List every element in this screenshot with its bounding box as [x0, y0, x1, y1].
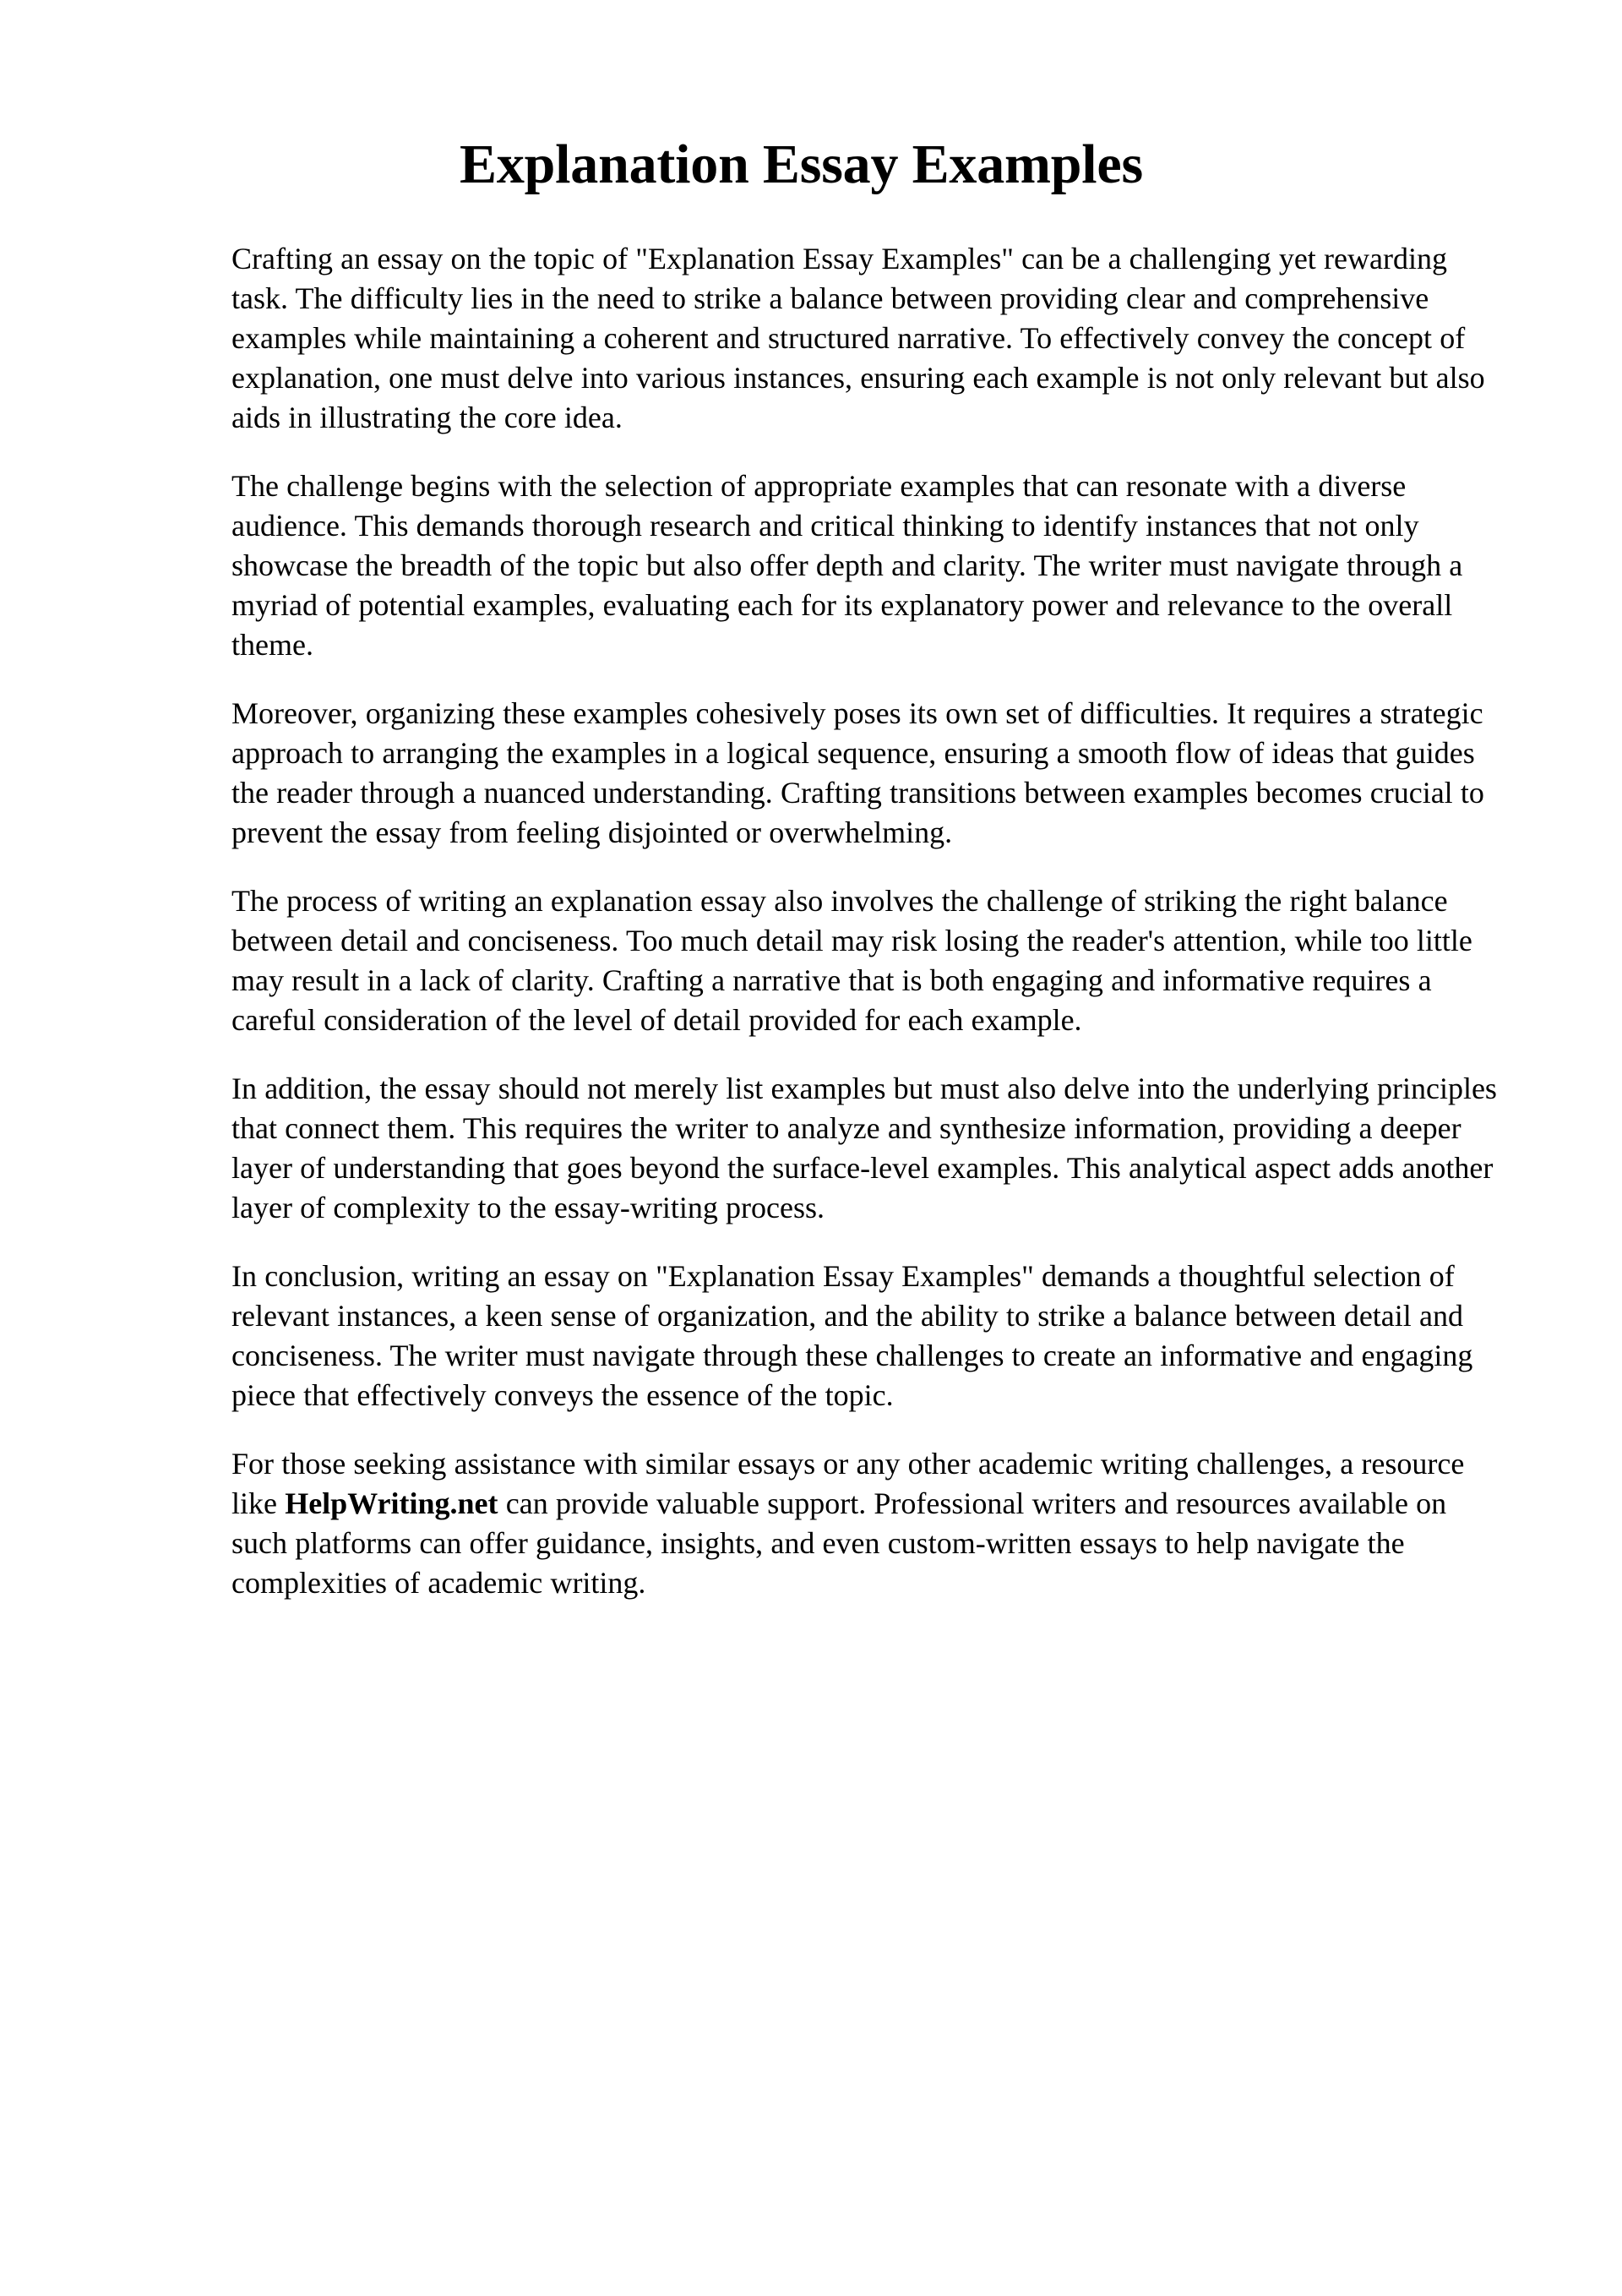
promo-lead-text: For those seeking assistance with similar essays or any other academic writing challenges, a resource like: [231, 1447, 1465, 1521]
paragraph-detail-balance: The process of writing an explanation essay also involves the challenge of striking the right balance between detail and conciseness. Too much detail may risk losing the reader's attention, while too little may result in a lack of clarity. Crafting a narrative that is both engaging and informative requires a careful consideration of the level of detail provided for each example.: [231, 884, 1472, 1038]
paragraph-promo: [231, 1444, 1499, 1603]
paragraph-conclusion: In conclusion, writing an essay on "Explanation Essay Examples" demands a thoughtful selection of relevant instances, a keen sense of organization, and the ability to strike a balance between detail and conciseness. The writer must navigate through these challenges to create an informative and engaging piece that effectively conveys the essence of the topic.: [231, 1259, 1473, 1413]
document-content: [231, 135, 1499, 1603]
page-title: Explanation Essay Examples: [460, 134, 1144, 195]
promo-tail-text: can provide valuable support. Professional writers and resources available on such platforms can offer guidance, insights, and even custom-written essays to help navigate the complexities of academic writing.: [231, 1486, 1447, 1601]
paragraph-underlying-principles: In addition, the essay should not merely list examples but must also delve into the underlying principles that connect them. This requires the writer to analyze and synthesize information, providing a deeper layer of understanding that goes beyond the surface-level examples. This analytical aspect adds another layer of complexity to the essay-writing process.: [231, 1072, 1497, 1225]
paragraph-intro: Crafting an essay on the topic of "Explanation Essay Examples" can be a challenging yet rewarding task. The difficulty lies in the need to strike a balance between providing clear and comprehensive examples while maintaining a coherent and structured narrative. To effectively convey the concept of explanation, one must delve into various instances, ensuring each example is not only relevant but also aids in illustrating the core idea.: [231, 242, 1485, 435]
paragraph-selection-challenge: The challenge begins with the selection of appropriate examples that can resonate with a diverse audience. This demands thorough research and critical thinking to identify instances that not only showcase the breadth of the topic but also offer depth and clarity. The writer must navigate through a myriad of potential examples, evaluating each for its explanatory power and relevance to the overall theme.: [231, 469, 1463, 663]
paragraph-organization: Moreover, organizing these examples cohesively poses its own set of difficulties. It requires a strategic approach to arranging the examples in a logical sequence, ensuring a smooth flow of ideas that guides the reader through a nuanced understanding. Crafting transitions between examples becomes crucial to prevent the essay from feeling disjointed or overwhelming.: [231, 696, 1484, 850]
helpwriting-brand-name: HelpWriting.net: [285, 1486, 498, 1521]
